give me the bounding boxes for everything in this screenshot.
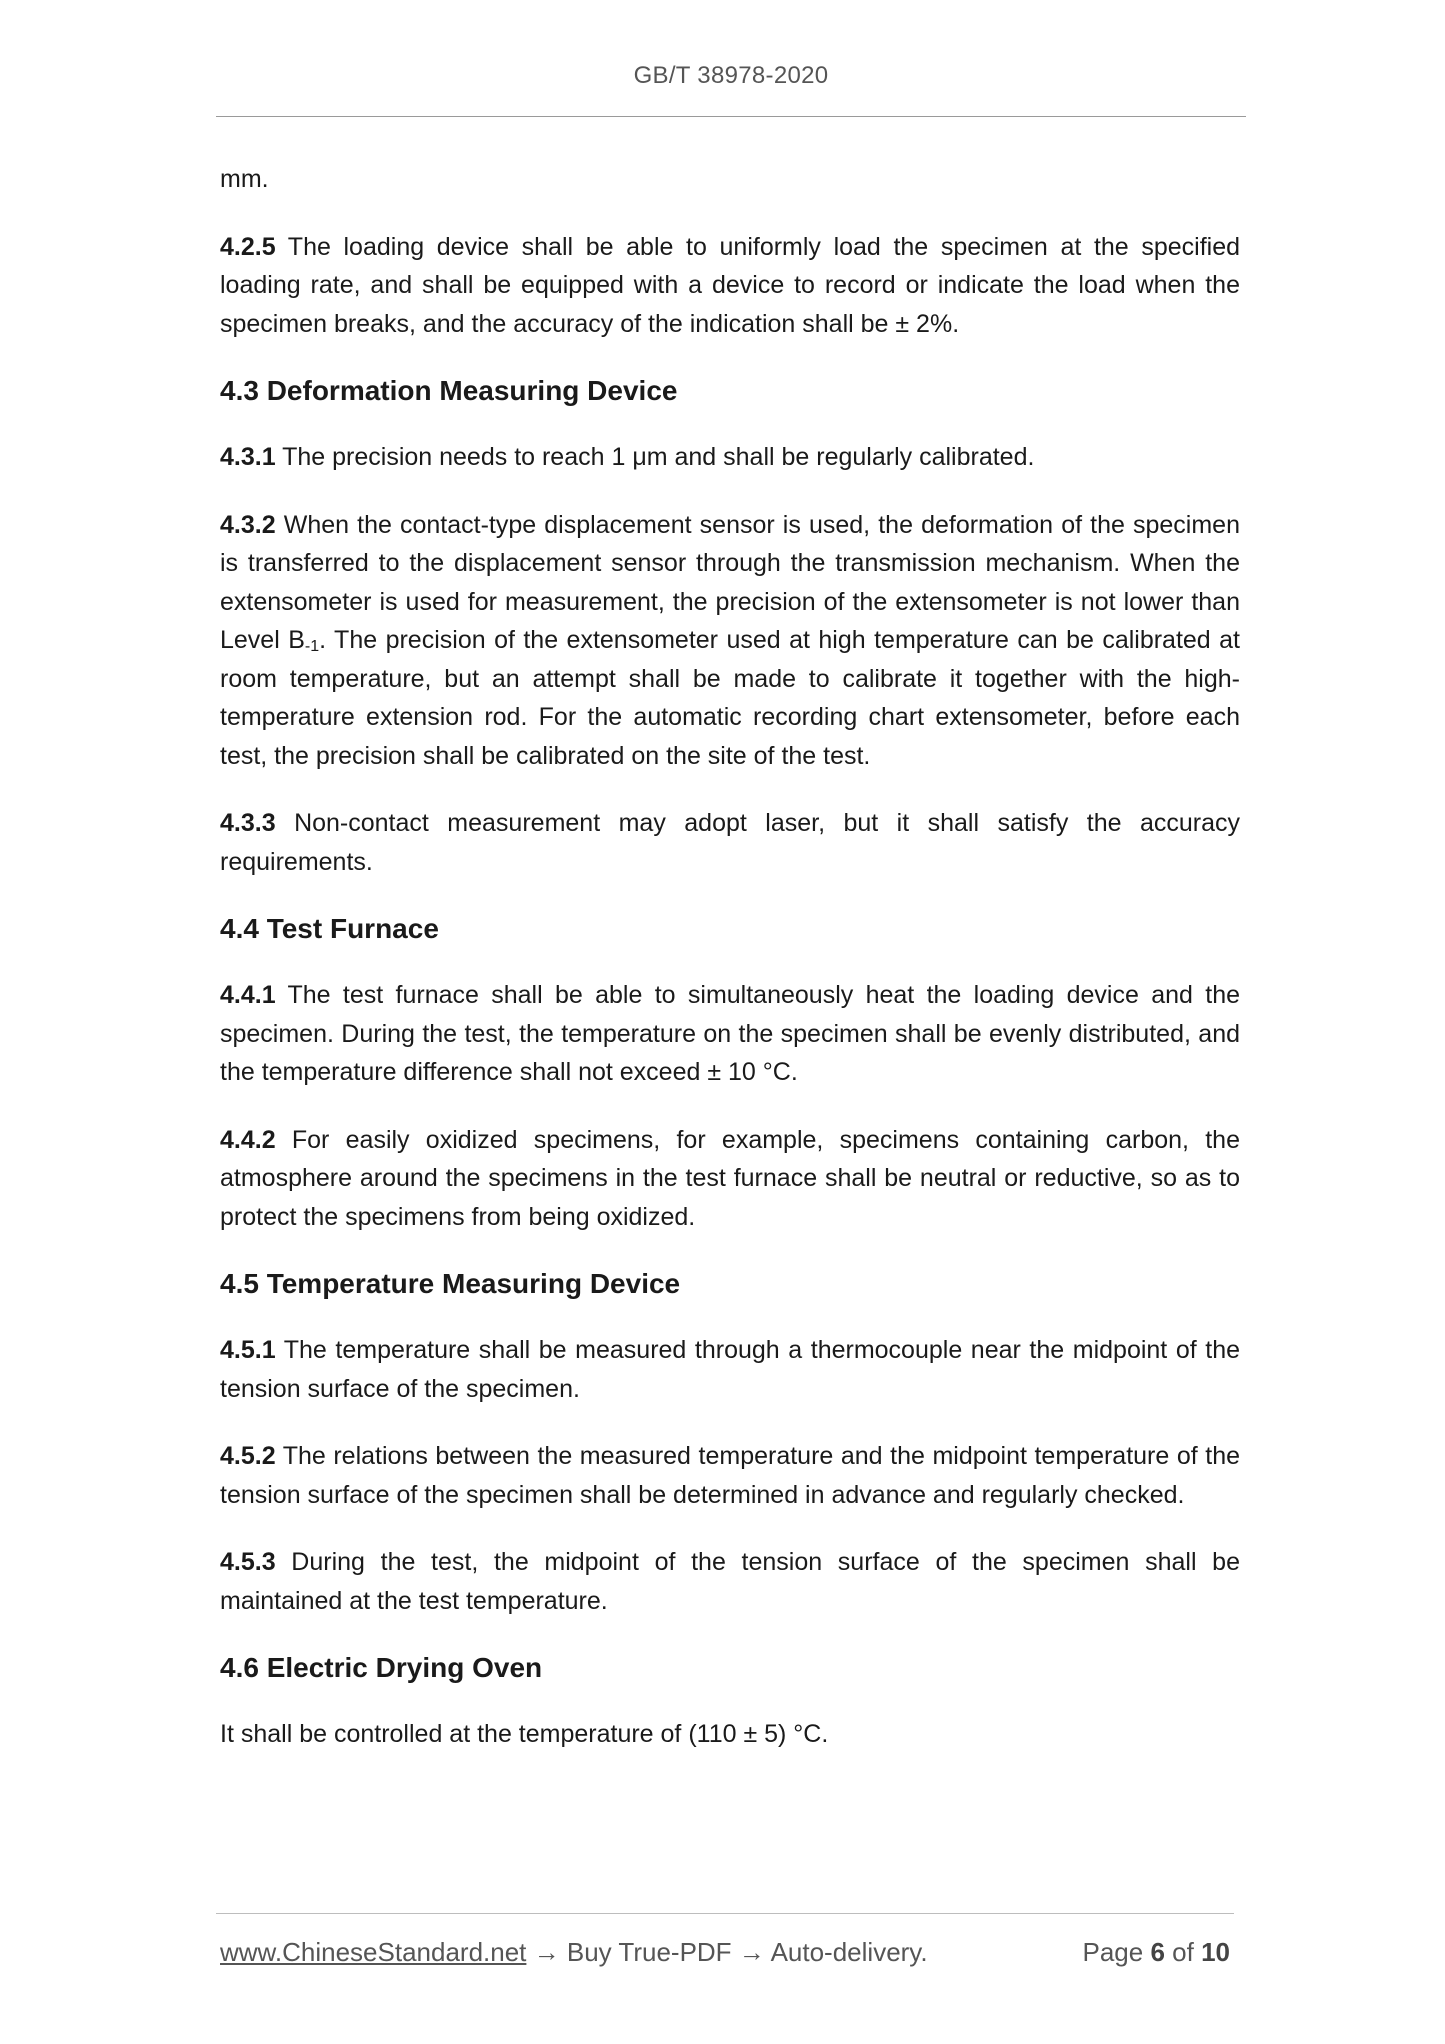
clause-text: When the contact-type displacement sensor is used, the deformation of the specimen is transferred to the displacement sensor through the transmission mechanism. When the extensometer is used for measurement, the precision of the extensometer is not lower than Level B	[220, 510, 1240, 654]
clause-4-3-1	[220, 438, 1240, 477]
clause-4-4-2	[220, 1121, 1240, 1237]
clause-text: Non-contact measurement may adopt laser, but it shall satisfy the accuracy requirements.	[220, 809, 1240, 876]
section-heading-4-6: 4.6 Electric Drying Oven	[220, 1652, 543, 1683]
footer-divider	[216, 1913, 1234, 1914]
clause-text-continued: . The precision of the extensometer used at high temperature can be calibrated at room temperature, but an attempt shall be made to calibrate it together with the high-temperature extension rod. For the automatic recording chart extensometer, before each test, the precision shall be calibrated on the site of the test.	[220, 626, 1241, 770]
clause-number: 4.3.1	[220, 443, 276, 471]
clause-number: 4.2.5	[220, 232, 276, 261]
page-indicator	[1082, 1937, 1230, 1968]
section-heading-4-3: 4.3 Deformation Measuring Device	[220, 375, 678, 406]
website-link[interactable]: www.ChineseStandard.net	[220, 1937, 527, 1967]
clause-number: 4.3.2	[220, 510, 276, 539]
clause-4-2-5	[220, 228, 1240, 344]
clause-4-5-3	[220, 1543, 1240, 1620]
clause-4-4-1	[220, 976, 1240, 1092]
page-label: Page	[1082, 1937, 1144, 1967]
clause-number: 4.4.2	[220, 1125, 276, 1154]
document-header: GB/T 38978-2020	[633, 62, 829, 89]
clause-number: 4.5.3	[220, 1548, 276, 1576]
continuation-text: mm.	[220, 165, 269, 193]
clause-number: 4.4.1	[220, 981, 276, 1009]
clause-4-5-1	[220, 1331, 1240, 1408]
clause-text: The loading device shall be able to uniformly load the specimen at the specified loading rate, and shall be equipped with a device to record or indicate the load when the specimen breaks, and the accuracy of the indication shall be ± 2%.	[220, 232, 1240, 338]
clause-number: 4.5.1	[220, 1336, 276, 1364]
of-label: of	[1172, 1937, 1194, 1967]
section-heading-4-5: 4.5 Temperature Measuring Device	[220, 1268, 681, 1299]
clause-4-3-3	[220, 804, 1240, 881]
section-heading-4-4: 4.4 Test Furnace	[220, 913, 439, 944]
clause-text: For easily oxidized specimens, for example, specimens containing carbon, the atmosphere around the specimens in the test furnace shall be neutral or reductive, so as to protect the specimens from being oxidized.	[220, 1125, 1240, 1231]
page-total: 10	[1201, 1937, 1230, 1967]
clause-4-5-2	[220, 1437, 1240, 1514]
page-footer	[220, 1937, 1234, 1968]
clause-text: The relations between the measured temperature and the midpoint temperature of the tension surface of the specimen shall be determined in advance and regularly checked.	[220, 1442, 1240, 1509]
footer-promo-text: → Buy True-PDF → Auto-delivery.	[526, 1937, 928, 1967]
header-divider	[216, 116, 1246, 117]
document-body	[220, 160, 1240, 1783]
level-subscript: -1	[304, 638, 320, 655]
page-current: 6	[1150, 1937, 1165, 1967]
clause-number: 4.5.2	[220, 1442, 276, 1470]
clause-text: During the test, the midpoint of the tension surface of the specimen shall be maintained at the test temperature.	[220, 1548, 1240, 1615]
clause-number: 4.3.3	[220, 809, 276, 837]
clause-text: The temperature shall be measured through a thermocouple near the midpoint of the tension surface of the specimen.	[220, 1336, 1241, 1403]
clause-text: The test furnace shall be able to simultaneously heat the loading device and the specimen. During the test, the temperature on the specimen shall be evenly distributed, and the temperature difference shall not exceed ± 10 °C.	[220, 981, 1240, 1086]
clause-text: The precision needs to reach 1 μm and shall be regularly calibrated.	[282, 443, 1035, 471]
clause-4-3-2	[220, 506, 1240, 776]
clause-4-6: It shall be controlled at the temperature of (110 ± 5) °C.	[220, 1720, 829, 1748]
